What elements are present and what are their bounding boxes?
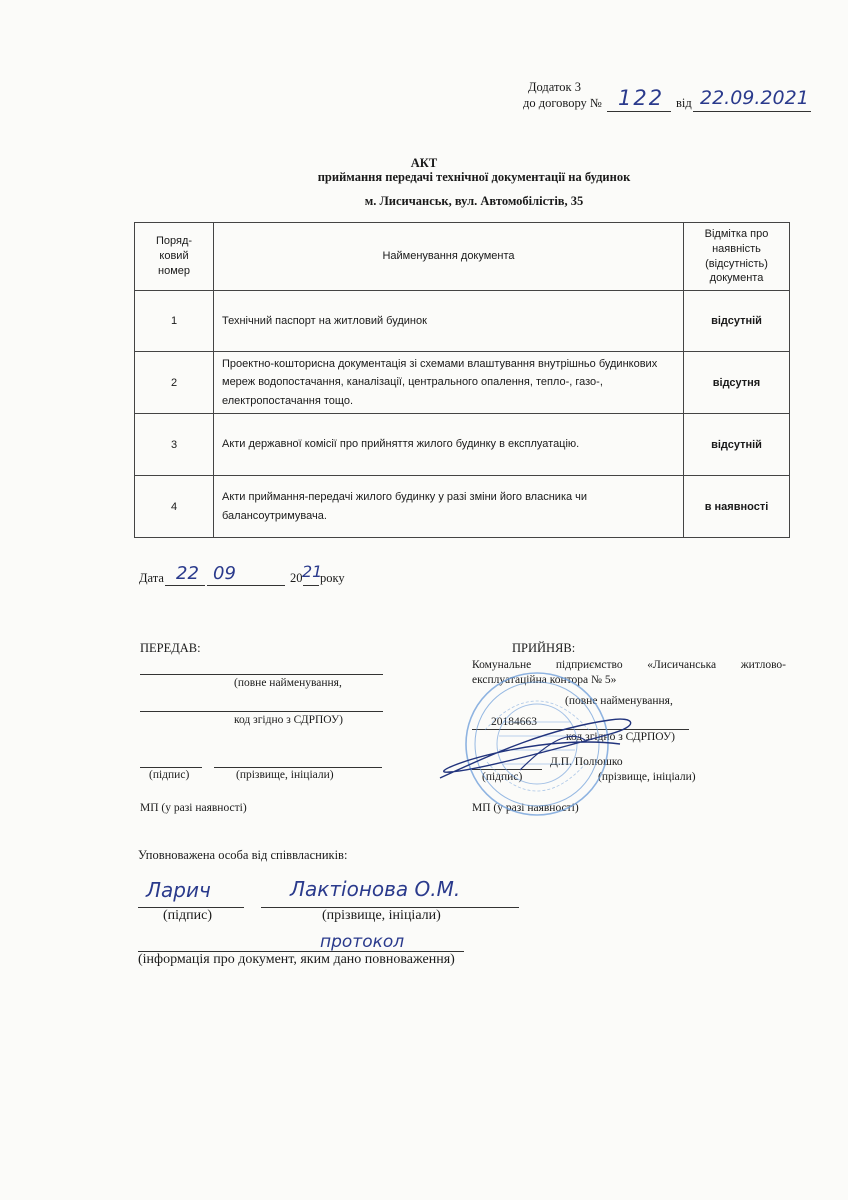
co-owners-label: Уповноважена особа від співвласників: xyxy=(138,848,348,862)
row-status: в наявності xyxy=(684,476,790,538)
row-status: відсутній xyxy=(684,414,790,476)
row-number: 4 xyxy=(135,476,214,538)
co-surname-caption: (прізвище, ініціали) xyxy=(322,908,441,923)
document-address: м. Лисичанськ, вул. Автомобілістів, 35 xyxy=(364,194,584,208)
left-sign-underline xyxy=(140,767,202,768)
date-label: Дата xyxy=(139,571,164,585)
row-number: 2 xyxy=(135,352,214,414)
left-name-underline xyxy=(140,674,383,675)
header-name: Найменування документа xyxy=(214,223,684,291)
right-code-value: 20184663 xyxy=(491,716,537,728)
date-year-underline xyxy=(303,585,319,586)
left-sign-caption: (підпис) xyxy=(149,769,190,781)
date-month-underline xyxy=(207,585,285,586)
row-status: відсутня xyxy=(684,352,790,414)
date-prefix: від xyxy=(676,96,692,110)
left-surname-caption: (прізвище, ініціали) xyxy=(236,769,334,781)
date-year: 21 xyxy=(302,562,323,581)
table-row xyxy=(135,291,790,352)
right-seal-caption: МП (у разі наявності) xyxy=(472,802,579,814)
table-header-row xyxy=(135,223,790,291)
documents-table xyxy=(134,222,790,538)
right-org-line2: експлуатаційна контора № 5» xyxy=(472,674,617,686)
co-doc-caption: (інформація про документ, яким дано повноваження) xyxy=(138,952,455,967)
table-row xyxy=(135,476,790,538)
left-seal-caption: МП (у разі наявності) xyxy=(140,802,247,814)
co-signature: Ларич xyxy=(146,878,211,902)
co-surname: Лактіонова О.М. xyxy=(290,877,461,901)
date-month: 09 xyxy=(213,563,236,584)
right-party-title: ПРИЙНЯВ: xyxy=(512,641,576,655)
right-sign-caption: (підпис) xyxy=(482,771,523,783)
row-name: Акти приймання-передачі жилого будинку у разі зміни його власника чи балансоутримувача. xyxy=(214,476,684,538)
row-name: Акти державної комісії про прийняття жилого будинку в експлуатацію. xyxy=(214,414,684,476)
document-title: АКТ xyxy=(410,156,438,170)
row-name: Проектно-кошторисна документація зі схемами влаштування внутрішньо будинкових мереж водопостачання, каналізації, центрального опалення, тепло-, газо-, електропостачання тощо. xyxy=(214,352,684,414)
row-number: 1 xyxy=(135,291,214,352)
table-row xyxy=(135,414,790,476)
left-surname-underline xyxy=(214,767,382,768)
right-signer: Д.П. Полюшко xyxy=(550,756,623,768)
left-code-underline xyxy=(140,711,383,712)
table-row xyxy=(135,352,790,414)
right-org-line1: Комунальне підприємство «Лисичанська житлово- xyxy=(472,659,786,671)
date-day: 22 xyxy=(176,563,199,584)
left-code-caption: код згідно з СДРПОУ) xyxy=(234,714,343,726)
co-sign-caption: (підпис) xyxy=(163,908,213,923)
co-doc: протокол xyxy=(320,932,405,952)
contract-number: 122 xyxy=(618,86,665,110)
row-number: 3 xyxy=(135,414,214,476)
date-suffix: року xyxy=(320,571,345,585)
date-year-prefix: 20 xyxy=(290,571,303,585)
contract-number-underline xyxy=(607,111,671,112)
appendix-label: Додаток 3 xyxy=(528,80,581,94)
contract-date: 22.09.2021 xyxy=(700,87,809,109)
header-number: Поряд- ковий номер xyxy=(135,223,214,291)
right-surname-caption: (прізвище, ініціали) xyxy=(598,771,696,783)
right-code-caption: код згідно з СДРПОУ) xyxy=(566,731,675,743)
header-status: Відмітка про наявність (відсутність) документа xyxy=(684,223,790,291)
right-signature-scribble xyxy=(420,700,650,790)
row-name: Технічний паспорт на житловий будинок xyxy=(214,291,684,352)
row-status: відсутній xyxy=(684,291,790,352)
contract-date-underline xyxy=(693,111,811,112)
contract-prefix: до договору № xyxy=(523,96,602,110)
date-day-underline xyxy=(165,585,205,586)
right-name-caption: (повне найменування, xyxy=(565,695,673,707)
left-party-title: ПЕРЕДАВ: xyxy=(140,641,201,655)
document-subtitle: приймання передачі технічної документації на будинок xyxy=(317,170,631,184)
left-name-caption: (повне найменування, xyxy=(234,677,342,689)
